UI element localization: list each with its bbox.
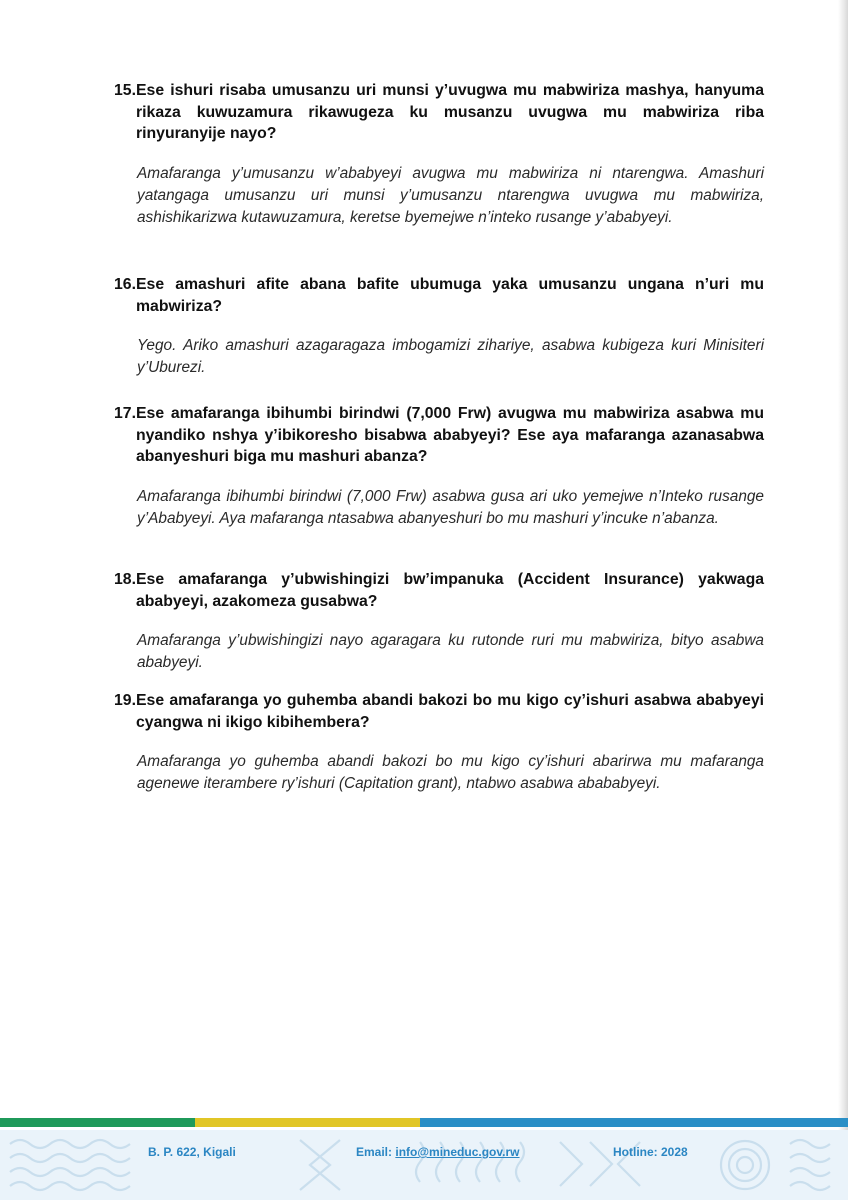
footer-pattern xyxy=(0,1130,848,1200)
footer-email-link[interactable]: info@mineduc.gov.rw xyxy=(395,1145,520,1159)
faq-item xyxy=(114,569,764,674)
faq-question xyxy=(114,569,764,612)
faq-item xyxy=(114,80,764,229)
faq-item xyxy=(114,274,764,379)
faq-answer: Amafaranga y’ubwishingizi nayo agaragara ku rutonde ruri mu mabwiriza, bityo asabwa ababyeyi. xyxy=(137,632,764,671)
question-text: Ese amashuri afite abana bafite ubumuga yaka umusanzu ungana n’uri mu mabwiriza? xyxy=(136,276,764,315)
question-number: 16. xyxy=(114,276,136,293)
faq-item xyxy=(114,403,764,530)
question-number: 15. xyxy=(114,82,136,99)
page-edge-shadow xyxy=(838,0,848,1200)
question-number: 17. xyxy=(114,405,136,422)
faq-question xyxy=(114,80,764,145)
faq-question xyxy=(114,690,764,733)
faq-answer: Amafaranga yo guhemba abandi bakozi bo mu kigo cy’ishuri abarirwa mu mafaranga agenewe iterambere ry’ishuri (Capitation grant), ntabwo asabwa abababyeyi. xyxy=(137,753,764,792)
faq-answer: Amafaranga y’umusanzu w’ababyeyi avugwa mu mabwiriza ni ntarengwa. Amashuri yatangaga umusanzu uri munsi y’umusanzu ntarengwa uvugwa mu mabwiriza, ashishikarizwa kutawuzamura, keretse byemejwe n’inteko rusange y’ababyeyi. xyxy=(137,164,764,226)
footer-email-label: Email: xyxy=(356,1145,393,1159)
faq-question xyxy=(114,274,764,317)
question-text: Ese amafaranga ibihumbi birindwi (7,000 Frw) avugwa mu mabwiriza asabwa mu nyandiko nshya y’ibikoresho bisabwa ababyeyi? Ese aya mafaranga azanasabwa abanyeshuri biga mu mashuri abanza? xyxy=(136,405,764,465)
footer-stripe-blue xyxy=(420,1118,848,1127)
faq-question xyxy=(114,403,764,468)
footer-address: B. P. 622, Kigali xyxy=(148,1145,236,1159)
question-text: Ese ishuri risaba umusanzu uri munsi y’uvugwa mu mabwiriza mashya, hanyuma rikaza kuwuzamura rikawugeza ku musanzu uvugwa mu mabwiriza riba rinyuranyije nayo? xyxy=(136,82,764,142)
footer-stripe-green xyxy=(0,1118,195,1127)
question-text: Ese amafaranga yo guhemba abandi bakozi bo mu kigo cy’ishuri asabwa ababyeyi cyangwa ni ikigo kibihembera? xyxy=(136,692,764,731)
faq-answer: Amafaranga ibihumbi birindwi (7,000 Frw) asabwa gusa ari uko yemejwe n’Inteko rusange y’Ababyeyi. Aya mafaranga ntasabwa abanyeshuri bo mu mashuri y’incuke n’abanza. xyxy=(137,487,764,527)
footer-email xyxy=(356,1145,520,1159)
faq-item xyxy=(114,690,764,795)
question-text: Ese amafaranga y’ubwishingizi bw’impanuka (Accident Insurance) yakwaga ababyeyi, azakomeza gusabwa? xyxy=(136,571,764,610)
question-number: 18. xyxy=(114,571,136,588)
footer-hotline: Hotline: 2028 xyxy=(613,1145,688,1159)
faq-answer: Yego. Ariko amashuri azagaragaza imbogamizi zihariye, asabwa kubigeza kuri Minisiteri y’Uburezi. xyxy=(137,337,764,376)
question-number: 19. xyxy=(114,692,136,709)
footer-stripe-yellow xyxy=(195,1118,420,1127)
page-footer xyxy=(0,1118,848,1200)
